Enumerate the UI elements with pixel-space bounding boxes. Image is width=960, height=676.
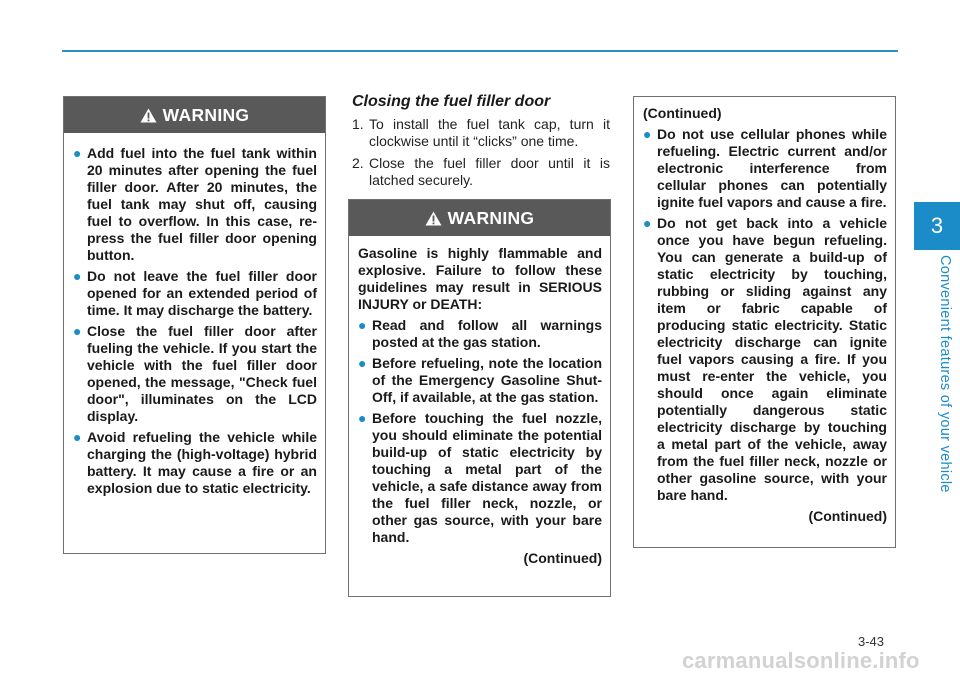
warning-bullet: ● Add fuel into the fuel tank within 20 minutes after opening the fuel filler door. After 20 minutes, the fuel tank may shut off, causing fuel to overflow. In this case, re-press the fuel filler door opening button.: [73, 145, 317, 263]
warning-bullet: ● Do not use cellular phones while refueling. Electric current and/or electronic interference from cellular phones can potentially ignite fuel vapors and cause a fire.: [643, 126, 887, 210]
warning-bullet: ● Before refueling, note the location of the Emergency Gasoline Shut-Off, if available, at the gas station.: [358, 355, 602, 405]
right-warning-box: [633, 96, 896, 548]
steps-list: [352, 116, 610, 194]
continued-label: (Continued): [523, 550, 602, 566]
warning-triangle-icon: [140, 108, 157, 123]
chapter-title: Convenient features of your vehicle: [937, 255, 953, 493]
warning-bullet: ● Close the fuel filler door after fueling the vehicle. If you start the vehicle with the fuel filler door opened, the message, "Check fuel door", illuminates on the LCD display.: [73, 323, 317, 424]
warning-header: [64, 97, 325, 133]
warning-title: WARNING: [447, 207, 535, 228]
warning-bullet: ● Do not get back into a vehicle once you have begun refueling. You can generate a build-up of static electricity by touching, rubbing or sliding against any item or fabric capable of producing static electricity. Static electricity discharge can ignite fuel vapors causing a fire. If you must re-enter the vehicle, you should once again eliminate potentially dangerous static electricity discharge by touching a metal part of the vehicle, away from the fuel filler neck, nozzle or other gasoline source, with your bare hand.: [643, 215, 887, 503]
watermark: carmanualsonline.info: [682, 648, 920, 673]
warning-bullet: ● Before touching the fuel nozzle, you should eliminate the potential build-up of static electricity by touching a metal part of the vehicle, a safe distance away from the fuel filler neck, nozzle, or other gas source, with your bare hand.: [358, 410, 602, 545]
continued-label: (Continued): [808, 508, 887, 524]
warning-bullet: ● Do not leave the fuel filler door opened for an extended period of time. It may discharge the battery.: [73, 268, 317, 318]
warning-header: [349, 200, 610, 236]
continued-label: (Continued): [643, 105, 722, 121]
left-warning-box: [63, 96, 326, 554]
chapter-title-container: [937, 255, 960, 495]
warning-title: WARNING: [162, 104, 250, 125]
page-number: 3-43: [858, 634, 885, 649]
step-item: 1. To install the fuel tank cap, turn it clockwise until it “clicks” one time.: [352, 116, 610, 149]
step-item: 2. Close the fuel filler door until it is latched securely.: [352, 155, 610, 188]
warning-bullet: ● Read and follow all warnings posted at the gas station.: [358, 317, 602, 350]
section-title: Closing the fuel filler door: [352, 93, 551, 110]
chapter-number-tab: [914, 202, 960, 250]
middle-warning-box: [348, 199, 611, 597]
warning-bullet: ● Avoid refueling the vehicle while charging the (high-voltage) hybrid battery. It may cause a fire or an explosion due to static electricity.: [73, 429, 317, 496]
chapter-number: 3: [930, 213, 944, 238]
top-rule: [62, 50, 898, 52]
warning-intro: Gasoline is highly flammable and explosive. Failure to follow these guidelines may result in SERIOUS INJURY or DEATH:: [358, 245, 602, 312]
warning-triangle-icon: [425, 211, 442, 226]
